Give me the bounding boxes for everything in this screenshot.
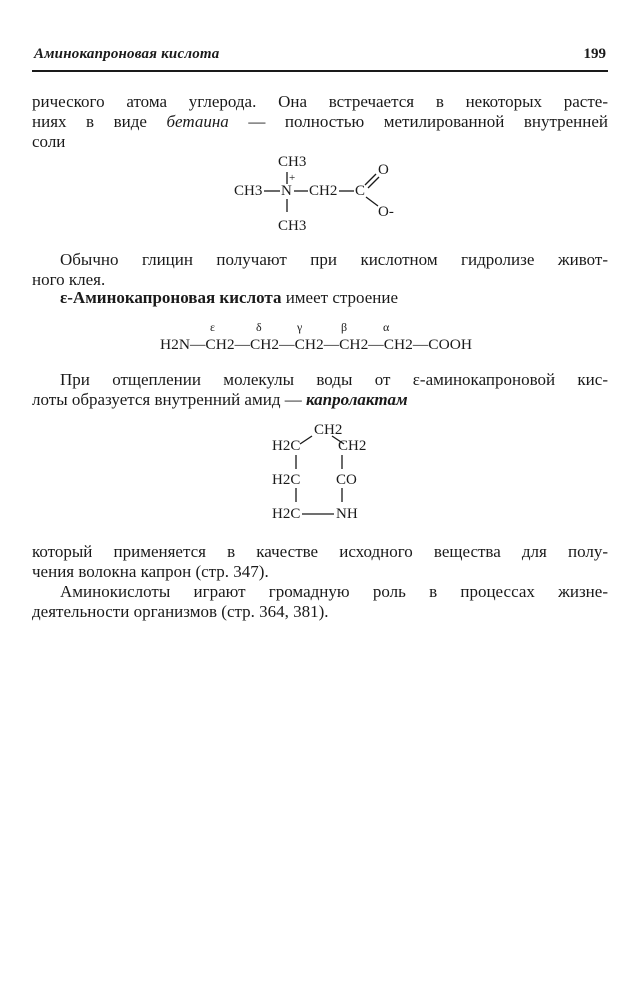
text-line <box>32 112 608 132</box>
paragraph-betaine <box>32 92 608 152</box>
betaine-oxygen-double: O <box>378 162 389 178</box>
betaine-ch2: CH2 <box>309 183 338 199</box>
paragraph-caprolactam <box>32 370 608 410</box>
caprolactam-carbonyl: CO <box>336 472 357 488</box>
text-line: ного клея. <box>32 270 106 289</box>
formula-text: CH3 <box>278 154 307 170</box>
betaine-ch3-top <box>278 154 306 170</box>
paragraph-glycine <box>32 250 608 290</box>
term-betaine: бетаина <box>166 112 229 131</box>
text-line <box>32 390 608 410</box>
greek-label-gamma: γ <box>297 320 303 334</box>
caprolactam-nh: NH <box>336 506 358 522</box>
text-fragment: ниях в виде <box>32 112 147 131</box>
term-aminocaproic-acid: ε-Аминокапроновая кислота <box>60 288 282 307</box>
text-line: рического атома углерода. Она встречается в некоторых расте- <box>32 92 608 111</box>
greek-label-beta: β <box>341 320 348 334</box>
term-caprolactam: капролактам <box>305 390 408 409</box>
betaine-ch3-left: CH3 <box>234 183 263 199</box>
text-line: чения волокна капрон (стр. 347). <box>32 562 269 581</box>
betaine-nitrogen: N <box>281 183 292 199</box>
running-title: Аминокапроновая кислота <box>34 46 220 62</box>
betaine-ch3-bottom: CH3 <box>278 218 307 234</box>
paragraph-role <box>32 582 608 622</box>
caprolactam-h2c-middle: H2C <box>272 472 301 488</box>
text-line <box>32 288 608 308</box>
caprolactam-h2c-bottom: H2C <box>272 506 301 522</box>
greek-label-alpha: α <box>383 320 390 334</box>
greek-label-delta: δ <box>256 320 262 334</box>
betaine-carbon: C <box>355 183 366 199</box>
text-line: деятельности организмов (стр. 364, 381). <box>32 602 329 621</box>
caprolactam-h2c-upper-left: H2C <box>272 438 301 454</box>
greek-label-epsilon: ε <box>210 320 216 334</box>
betaine-plus-sign: + <box>289 172 296 184</box>
text-line: который применяется в качестве исходного вещества для полу- <box>32 542 608 561</box>
text-fragment: имеет строение <box>285 288 399 307</box>
text-line: Обычно глицин получают при кислотном гидролизе живот- <box>60 250 608 269</box>
caprolactam-ch2-top: CH2 <box>314 422 343 438</box>
paragraph-aminocaproic <box>32 288 608 308</box>
betaine-oxygen-anion: O- <box>378 204 394 220</box>
text-line: соли <box>32 132 66 151</box>
aminocaproic-chain: H2N—CH2—CH2—CH2—CH2—CH2—COOH <box>160 337 473 353</box>
aminocaproic-formula <box>158 318 488 358</box>
caprolactam-formula <box>268 418 378 526</box>
text-line: При отщеплении молекулы воды от ε-аминокапроновой кис- <box>60 370 608 389</box>
betaine-formula <box>228 150 418 238</box>
text-fragment: — полностью метилированной внутренней <box>248 112 608 131</box>
text-line: Аминокислоты играют громадную роль в процессах жизне- <box>60 582 608 601</box>
page-number: 199 <box>583 46 606 62</box>
text-fragment: лоты образуется внутренний амид — <box>32 390 302 409</box>
page-header <box>32 44 608 72</box>
caprolactam-ch2-upper-right: CH2 <box>338 438 367 454</box>
paragraph-usage <box>32 542 608 582</box>
